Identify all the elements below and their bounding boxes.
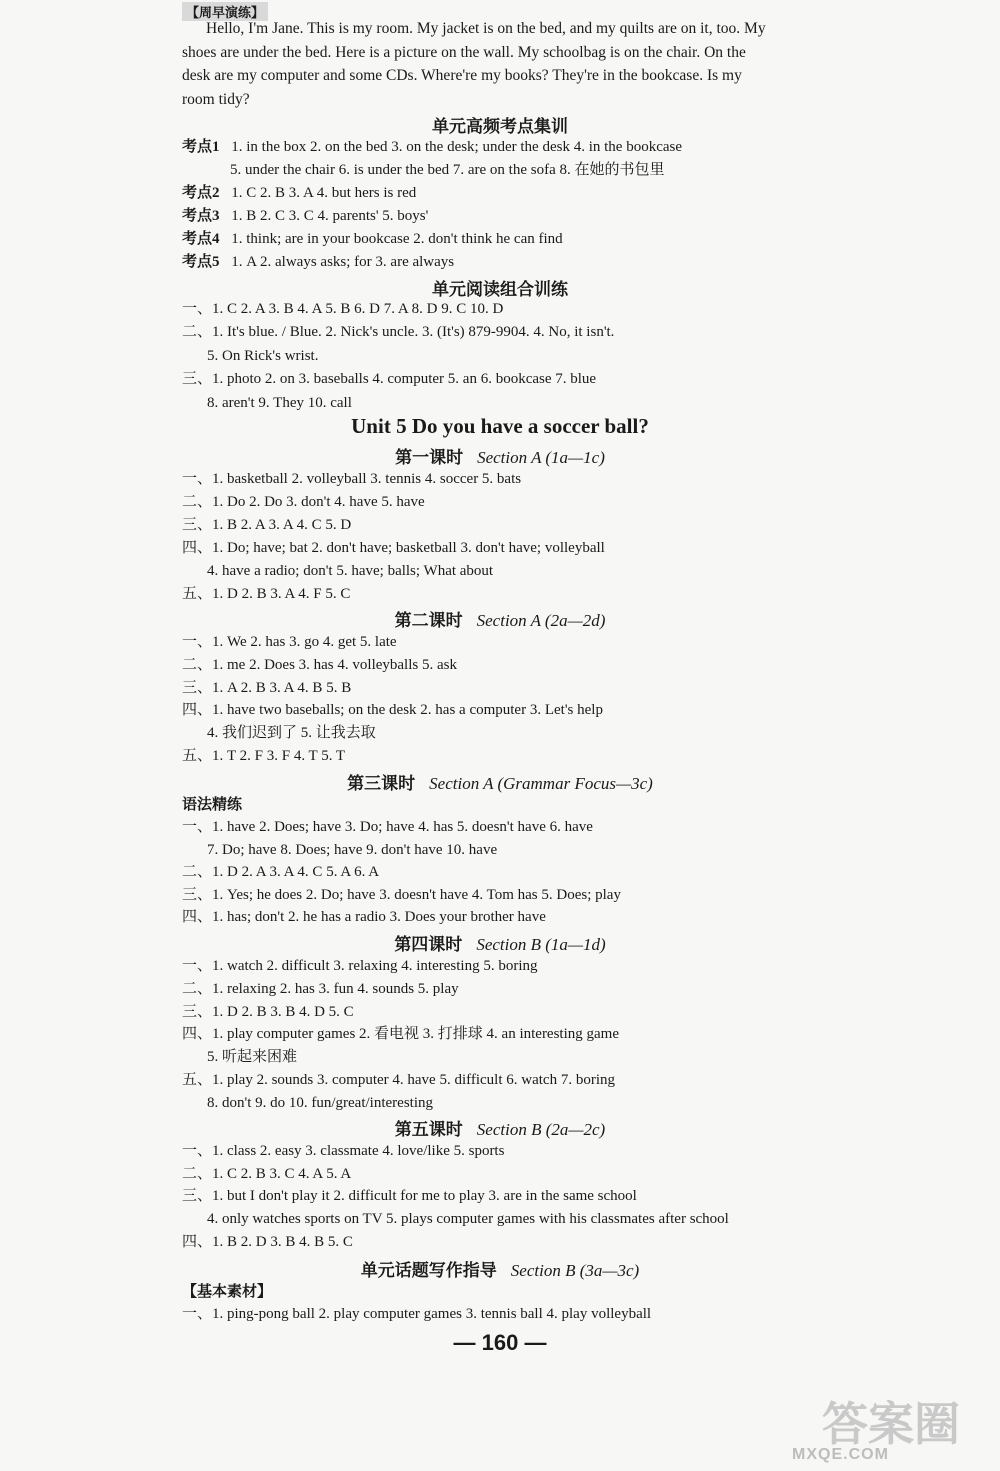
p3-line: 一、1. have 2. Does; have 3. Do; have 4. has 5. doesn't have 6. have bbox=[182, 819, 593, 835]
p1-line: 二、1. Do 2. Do 3. don't 4. have 5. have bbox=[182, 494, 425, 510]
writing-line-1: 一、1. ping-pong ball 2. play computer games 3. tennis ball 4. play volleyball bbox=[182, 1306, 652, 1322]
kd2-row bbox=[182, 183, 416, 203]
p4-line: 5. 听起来困难 bbox=[207, 1049, 298, 1065]
reading-line-4: 三、1. photo 2. on 3. baseballs 4. computer 5. an 6. bookcase 7. blue bbox=[182, 371, 597, 387]
page-number: — 160 — bbox=[453, 1330, 547, 1355]
p3-line: 7. Do; have 8. Does; have 9. don't have 10. have bbox=[207, 842, 498, 858]
kd5-label: 考点5 bbox=[182, 254, 220, 270]
period3-subtitle: Section A (Grammar Focus—3c) bbox=[429, 774, 653, 793]
p5-line: 4. only watches sports on TV 5. plays computer games with his classmates after school bbox=[207, 1211, 729, 1227]
p2-line: 二、1. me 2. Does 3. has 4. volleyballs 5. ask bbox=[182, 657, 457, 673]
kd4-row bbox=[182, 229, 563, 249]
kd2-answers: 1. C 2. B 3. A 4. but hers is red bbox=[231, 185, 417, 201]
p2-line: 四、1. have two baseballs; on the desk 2. has a computer 3. Let's help bbox=[182, 702, 603, 718]
p5-line: 二、1. C 2. B 3. C 4. A 5. A bbox=[182, 1166, 352, 1182]
kd3-label: 考点3 bbox=[182, 208, 220, 224]
kd4-label: 考点4 bbox=[182, 231, 220, 247]
kd1-row bbox=[182, 137, 682, 157]
period4-heading bbox=[0, 930, 1000, 955]
period2-title: 第二课时 bbox=[394, 611, 463, 630]
reading-line-2: 二、1. It's blue. / Blue. 2. Nick's uncle. 3. (It's) 879-9904. 4. No, it isn't. bbox=[182, 324, 615, 340]
writing-heading bbox=[0, 1256, 1000, 1281]
p1-line: 四、1. Do; have; bat 2. don't have; basketball 3. don't have; volleyball bbox=[182, 540, 605, 556]
period5-heading bbox=[0, 1115, 1000, 1140]
p5-line: 四、1. B 2. D 3. B 4. B 5. C bbox=[182, 1234, 353, 1250]
period3-title: 第三课时 bbox=[347, 774, 416, 793]
p1-line: 一、1. basketball 2. volleyball 3. tennis 4. soccer 5. bats bbox=[182, 471, 522, 487]
period3-heading bbox=[0, 769, 1000, 794]
period4-subtitle: Section B (1a—1d) bbox=[476, 935, 606, 954]
p2-line: 五、1. T 2. F 3. F 4. T 5. T bbox=[182, 748, 346, 764]
kd3-answers: 1. B 2. C 3. C 4. parents' 5. boys' bbox=[231, 208, 429, 224]
kd4-answers: 1. think; are in your bookcase 2. don't think he can find bbox=[231, 231, 563, 247]
header-tag: 【周早演练】 bbox=[182, 2, 268, 21]
writing-title: 单元话题写作指导 bbox=[360, 1261, 497, 1280]
writing-subtitle: Section B (3a—3c) bbox=[510, 1261, 640, 1280]
kd3-row bbox=[182, 206, 428, 226]
section-title-high-freq: 单元高频考点集训 bbox=[432, 117, 568, 136]
basic-material-label: 【基本素材】 bbox=[182, 1284, 273, 1300]
kd1-label: 考点1 bbox=[182, 139, 220, 155]
unit-title: Unit 5 Do you have a soccer ball? bbox=[351, 414, 649, 438]
p5-line: 一、1. class 2. easy 3. classmate 4. love/like 5. sports bbox=[182, 1143, 505, 1159]
period5-title: 第五课时 bbox=[394, 1120, 463, 1139]
p4-line: 四、1. play computer games 2. 看电视 3. 打排球 4. an interesting game bbox=[182, 1026, 620, 1042]
period1-title: 第一课时 bbox=[395, 448, 464, 467]
p3-line: 四、1. has; don't 2. he has a radio 3. Does your brother have bbox=[182, 909, 546, 925]
reading-paragraph: Hello, I'm Jane. This is my room. My jacket is on the bed, and my quilts are on it, too. My shoes are under the bed. Here is a picture on the wall. My schoolbag is on the chair. On the desk are my computer and some CDs. Where're my books? They're in the bookcase. Is my room tidy? bbox=[182, 20, 766, 108]
watermark-logo: 答案圈 bbox=[822, 1397, 960, 1451]
kd2-label: 考点2 bbox=[182, 185, 220, 201]
p1-line: 三、1. B 2. A 3. A 4. C 5. D bbox=[182, 517, 352, 533]
p2-line: 三、1. A 2. B 3. A 4. B 5. B bbox=[182, 680, 352, 696]
p3-line: 三、1. Yes; he does 2. Do; have 3. doesn't have 4. Tom has 5. Does; play bbox=[182, 887, 621, 903]
period1-subtitle: Section A (1a—1c) bbox=[477, 448, 605, 467]
kd5-answers: 1. A 2. always asks; for 3. are always bbox=[231, 254, 455, 270]
p4-line: 一、1. watch 2. difficult 3. relaxing 4. interesting 5. boring bbox=[182, 958, 538, 974]
period5-subtitle: Section B (2a—2c) bbox=[476, 1120, 606, 1139]
reading-line-1: 一、1. C 2. A 3. B 4. A 5. B 6. D 7. A 8. D 9. C 10. D bbox=[182, 301, 504, 317]
p2-line: 一、1. We 2. has 3. go 4. get 5. late bbox=[182, 634, 397, 650]
period4-title: 第四课时 bbox=[394, 935, 463, 954]
kd5-row bbox=[182, 252, 454, 272]
p5-line: 三、1. but I don't play it 2. difficult for me to play 3. are in the same school bbox=[182, 1188, 637, 1204]
kd1-line2: 5. under the chair 6. is under the bed 7. are on the sofa 8. 在她的书包里 bbox=[230, 162, 665, 178]
period2-subtitle: Section A (2a—2d) bbox=[476, 611, 606, 630]
section-title-reading: 单元阅读组合训练 bbox=[432, 280, 568, 299]
watermark-url: MXQE.COM bbox=[792, 1446, 889, 1463]
kd1-line1: 1. in the box 2. on the bed 3. on the desk; under the desk 4. in the bookcase bbox=[231, 139, 683, 155]
p1-line: 五、1. D 2. B 3. A 4. F 5. C bbox=[182, 586, 351, 602]
period1-heading bbox=[0, 443, 1000, 468]
p4-line: 五、1. play 2. sounds 3. computer 4. have 5. difficult 6. watch 7. boring bbox=[182, 1072, 615, 1088]
p4-line: 二、1. relaxing 2. has 3. fun 4. sounds 5. play bbox=[182, 981, 459, 997]
p4-line: 8. don't 9. do 10. fun/great/interesting bbox=[207, 1095, 433, 1111]
p2-line: 4. 我们迟到了 5. 让我去取 bbox=[207, 725, 376, 741]
p1-line: 4. have a radio; don't 5. have; balls; What about bbox=[207, 563, 494, 579]
grammar-practice-label: 语法精练 bbox=[182, 797, 243, 813]
p3-line: 二、1. D 2. A 3. A 4. C 5. A 6. A bbox=[182, 864, 380, 880]
reading-line-5: 8. aren't 9. They 10. call bbox=[207, 395, 352, 411]
reading-line-3: 5. On Rick's wrist. bbox=[207, 348, 319, 364]
period2-heading bbox=[0, 606, 1000, 631]
p4-line: 三、1. D 2. B 3. B 4. D 5. C bbox=[182, 1004, 354, 1020]
